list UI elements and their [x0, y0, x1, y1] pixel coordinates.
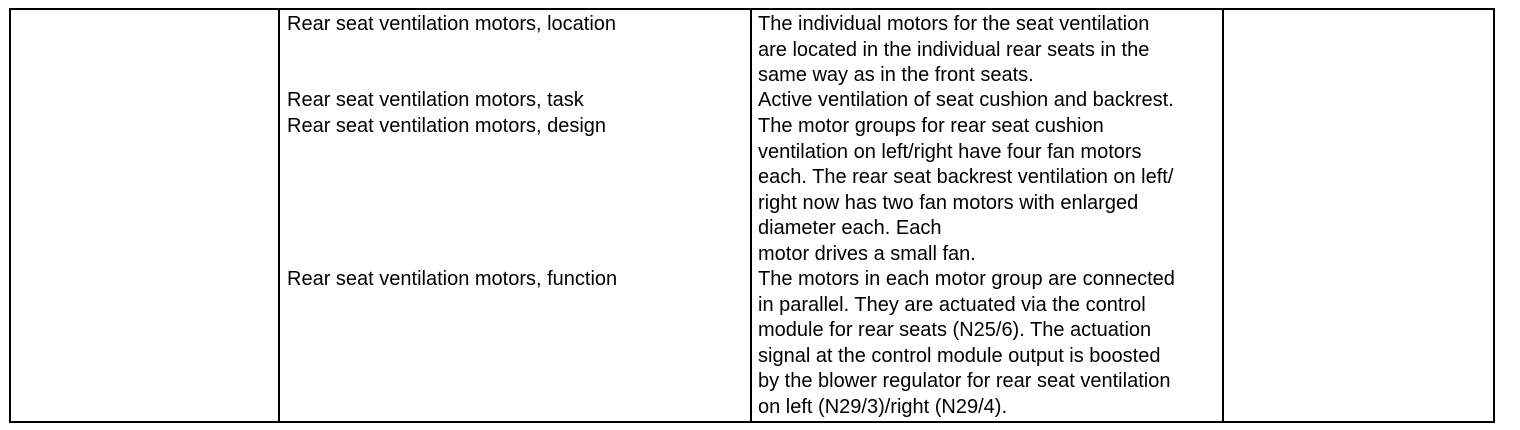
row-label-design: Rear seat ventilation motors, design	[287, 115, 607, 137]
desc-line: The individual motors for the seat ventilation	[758, 13, 1150, 35]
desc-line: module for rear seats (N25/6). The actuation	[758, 319, 1152, 341]
row-label-location: Rear seat ventilation motors, location	[287, 13, 617, 35]
row-desc-location	[758, 12, 1228, 89]
desc-line: signal at the control module output is boosted	[758, 344, 1161, 367]
desc-line: in parallel. They are actuated via the control	[758, 293, 1146, 316]
row-desc-design	[758, 114, 1228, 267]
desc-line: same way as in the front seats.	[758, 64, 1034, 86]
row-label-task: Rear seat ventilation motors, task	[287, 89, 584, 111]
desc-line: each. The rear seat backrest ventilation on left/	[758, 166, 1174, 188]
desc-line: ventilation on left/right have four fan motors	[758, 140, 1142, 163]
desc-line: Active ventilation of seat cushion and backrest.	[758, 89, 1174, 111]
desc-line: The motor groups for rear seat cushion	[758, 115, 1104, 137]
row-desc-task	[758, 88, 1228, 114]
desc-line: on left (N29/3)/right (N29/4).	[758, 395, 1007, 418]
column-divider-1	[278, 10, 280, 421]
column-divider-2	[750, 10, 752, 421]
desc-line: right now has two fan motors with enlarged	[758, 191, 1139, 214]
document-table	[9, 8, 1495, 423]
row-label-function: Rear seat ventilation motors, function	[287, 268, 618, 290]
desc-line: motor drives a small fan.	[758, 242, 976, 265]
desc-line: diameter each. Each	[758, 217, 942, 239]
row-desc-function	[758, 267, 1228, 420]
desc-line: The motors in each motor group are connected	[758, 268, 1175, 290]
desc-line: are located in the individual rear seats in the	[758, 38, 1150, 61]
desc-line: by the blower regulator for rear seat ventilation	[758, 370, 1171, 392]
